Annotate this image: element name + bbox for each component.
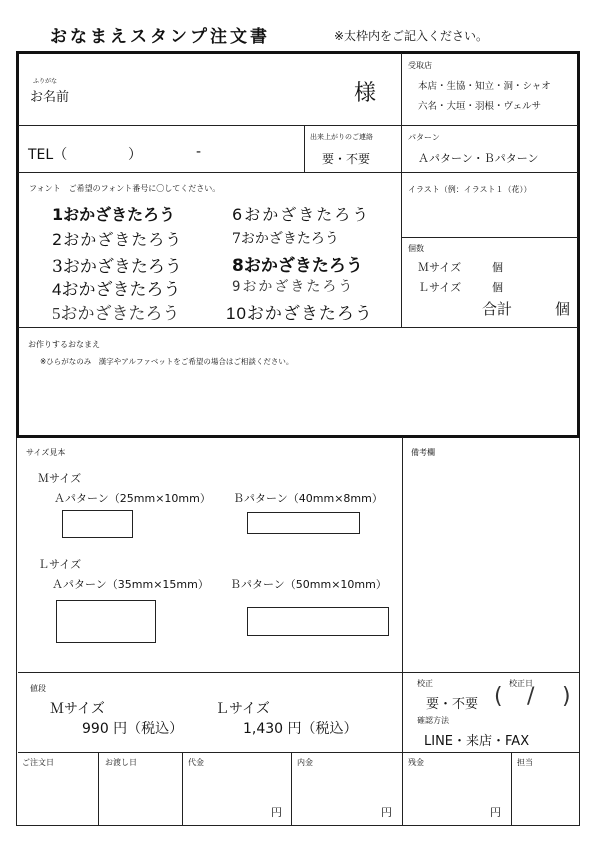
store-options-line1[interactable]: 本店・生協・知立・洞・シャオ	[418, 81, 551, 92]
size-sample-m-b: Ｂパターン（40mm×8mm）	[233, 492, 383, 505]
footer-price-label: 代金	[188, 758, 204, 767]
remarks-input-area[interactable]	[408, 460, 574, 665]
font-option-3[interactable]: 3おかざきたろう	[52, 257, 182, 277]
price-l-label: Ｌサイズ	[215, 701, 270, 717]
page-title: おなまえスタンプ注文書	[50, 27, 270, 47]
size-sample-m-a: Ａパターン（25mm×10mm）	[54, 492, 211, 505]
count-total-label: 合計	[482, 300, 513, 318]
font-option-6[interactable]: 6おかざきたろう	[232, 205, 371, 224]
remarks-label: 備考欄	[411, 448, 435, 457]
font-option-2[interactable]: 2おかざきたろう	[52, 230, 183, 249]
font-option-10[interactable]: 10おかざきたろう	[226, 304, 373, 323]
count-l-unit: 個	[492, 281, 503, 294]
size-sample-label: サイズ見本	[26, 448, 66, 457]
count-l-label: Ｌサイズ	[418, 281, 462, 294]
font-option-5[interactable]: 5おかざきたろう	[52, 304, 180, 323]
store-label: 受取店	[408, 61, 432, 70]
sample-box-m-b	[247, 512, 360, 534]
proof-date-slash: /	[527, 684, 535, 709]
contact-options[interactable]: 要・不要	[322, 152, 371, 166]
size-sample-m: Ｍサイズ	[38, 472, 82, 485]
tel-paren-close: ）	[128, 147, 142, 163]
illust-input-area[interactable]	[408, 198, 573, 232]
sample-box-m-a	[62, 510, 133, 538]
footer-price-yen: 円	[271, 806, 282, 819]
footer-order-date-label: ご注文日	[22, 758, 54, 767]
proof-date-paren-open: (	[494, 684, 503, 709]
font-option-7[interactable]: 7おかざきたろう	[232, 231, 339, 247]
order-name-input-area[interactable]	[28, 372, 568, 430]
footer-balance-yen: 円	[490, 806, 501, 819]
header-note: ※太枠内をご記入ください。	[334, 29, 489, 43]
contact-label: 出来上がりのご連絡	[310, 133, 373, 141]
order-name-label: お作りするおなまえ	[28, 340, 100, 349]
illust-label: イラスト（例：イラスト１（花））	[408, 185, 532, 194]
pattern-label: パターン	[408, 133, 440, 142]
footer-staff-label: 担当	[517, 758, 533, 767]
footer-delivery-date-label: お渡し日	[105, 758, 137, 767]
tel-label: TEL（	[28, 147, 68, 163]
footer-balance-label: 残金	[408, 758, 424, 767]
font-option-8[interactable]: 8おかざきたろう	[232, 256, 363, 276]
font-option-1[interactable]: 1おかざきたろう	[52, 205, 176, 224]
name-input-area[interactable]	[100, 60, 340, 118]
footer-deposit-yen: 円	[381, 806, 392, 819]
count-total-unit: 個	[555, 300, 571, 318]
store-options-line2[interactable]: 六名・大垣・羽根・ヴェルサ	[418, 101, 542, 112]
proof-method-label: 確認方法	[417, 716, 449, 725]
tel-dash: -	[196, 144, 202, 160]
tel-input-area[interactable]	[75, 134, 295, 164]
order-name-note: ※ひらがなのみ 漢字やアルファベットをご希望の場合はご相談ください。	[40, 357, 294, 366]
proof-method-options[interactable]: LINE・来店・FAX	[424, 734, 530, 749]
sample-box-l-a	[56, 600, 156, 643]
font-option-9[interactable]: 9おかざきたろう	[232, 279, 355, 295]
font-option-4[interactable]: 4おかざきたろう	[52, 280, 181, 299]
size-sample-l: Ｌサイズ	[38, 558, 82, 571]
proof-date-paren-close: )	[562, 684, 571, 709]
proof-options[interactable]: 要・不要	[426, 697, 479, 712]
pattern-options[interactable]: Ａパターン・Ｂパターン	[418, 152, 539, 165]
price-label: 値段	[30, 684, 46, 693]
price-m-label: Ｍサイズ	[50, 701, 105, 717]
price-l-value: 1,430 円（税込）	[243, 721, 358, 737]
proof-label: 校正	[417, 679, 433, 688]
count-m-label: Ｍサイズ	[418, 261, 462, 274]
honorific-label: 様	[354, 81, 377, 106]
size-sample-l-b: Ｂパターン（50mm×10mm）	[230, 578, 387, 591]
proof-date-label: 校正日	[509, 679, 533, 688]
footer-deposit-label: 内金	[297, 758, 313, 767]
furigana-label: ふりがな	[33, 78, 58, 85]
count-m-unit: 個	[492, 261, 503, 274]
count-label: 個数	[408, 244, 424, 253]
font-label: フォント ご希望のフォント番号に〇してください。	[29, 184, 221, 193]
name-label: お名前	[30, 90, 70, 105]
size-sample-l-a: Ａパターン（35mm×15mm）	[52, 578, 209, 591]
price-m-value: 990 円（税込）	[82, 721, 184, 737]
sample-box-l-b	[247, 607, 389, 636]
